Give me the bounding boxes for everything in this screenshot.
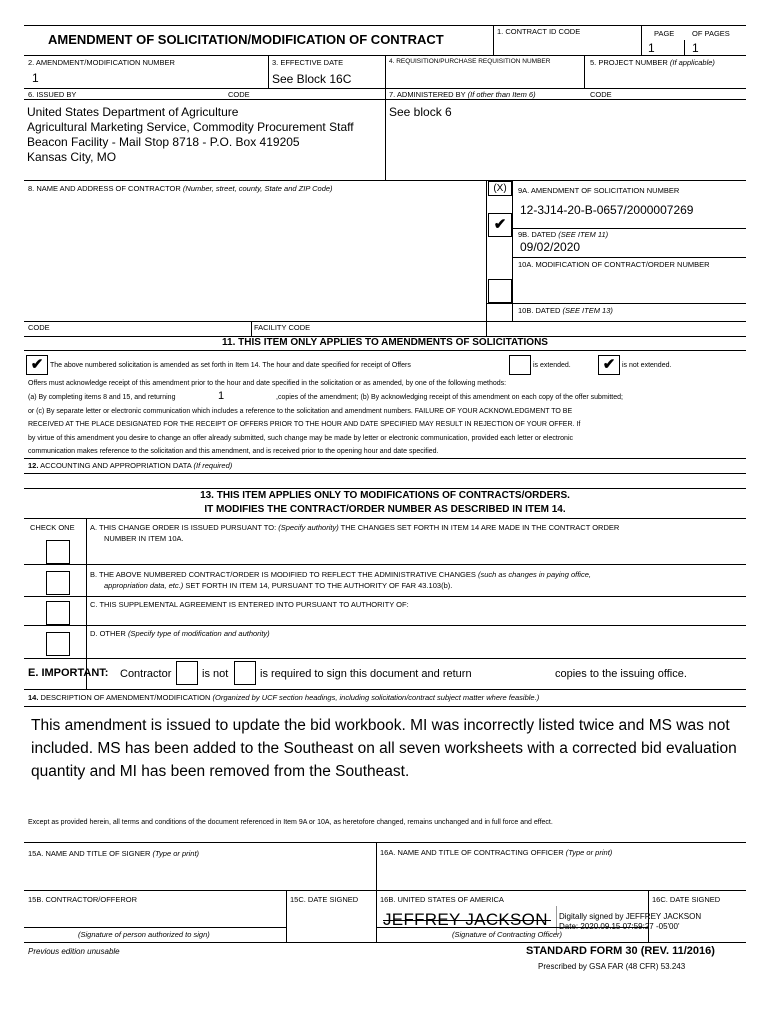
signature-line [376, 927, 648, 928]
facility-code-label: FACILITY CODE [254, 323, 311, 332]
page-value: 1 [648, 41, 655, 55]
dated-10b-label: 10B. DATED (SEE ITEM 13) [518, 306, 613, 315]
section-11-title: 11. THIS ITEM ONLY APPLIES TO AMENDMENTS OF SOLICITATIONS [222, 337, 548, 348]
rule [24, 596, 746, 597]
administered-code-label: CODE [590, 90, 612, 99]
issued-by-code-label: CODE [228, 90, 250, 99]
section-11-line-4: or (c) By separate letter or electronic communication which includes a reference to the solicitation and amendment numbers. FAILURE OF YOUR ACKNOWLEDGMENT TO BE [28, 408, 573, 415]
rule [268, 55, 269, 88]
project-number-label: 5. PROJECT NUMBER (If applicable) [590, 58, 715, 67]
amendment-solicitation-number-label: 9A. AMENDMENT OF SOLICITATION NUMBER [518, 186, 680, 195]
x-column-label: (X) [488, 181, 512, 196]
rule [512, 257, 746, 258]
option-d-text: D. OTHER (Specify type of modification and authority) [90, 629, 270, 638]
administered-by-label: 7. ADMINISTERED BY (If other than Item 6) [389, 90, 536, 99]
rule [24, 350, 746, 351]
issued-by-line-2: Agricultural Marketing Service, Commodity Procurement Staff [27, 120, 354, 134]
date-signed-16c-label: 16C. DATE SIGNED [652, 895, 721, 904]
rule [24, 942, 746, 943]
rule [684, 40, 685, 55]
issued-by-line-3: Beacon Facility - Mail Stop 8718 - P.O. Box 419205 [27, 135, 300, 149]
digital-signature-line-2: Date: 2020.09.15 07:59:27 -05'00' [559, 922, 680, 931]
effective-date-label: 3. EFFECTIVE DATE [272, 58, 344, 67]
rule [286, 890, 287, 942]
section-11-line-1: The above numbered solicitation is amended as set forth in Item 14. The hour and date specified for receipt of Offers [50, 362, 411, 369]
extended-label: is extended. [533, 362, 571, 369]
option-a-text-2: NUMBER IN ITEM 10A. [104, 534, 184, 543]
rule [512, 228, 746, 229]
signer-name: JEFFREY JACKSON [383, 910, 548, 929]
administered-by-value: See block 6 [389, 105, 452, 119]
united-states-label: 16B. UNITED STATES OF AMERICA [380, 895, 504, 904]
section-13-title-2: IT MODIFIES THE CONTRACT/ORDER NUMBER AS DESCRIBED IN ITEM 14. [204, 504, 566, 515]
rule [24, 518, 746, 519]
rule [24, 625, 746, 626]
checkbox-9-checked[interactable]: ✔ [488, 213, 512, 237]
section-13-title-1: 13. THIS ITEM APPLIES ONLY TO MODIFICATIONS OF CONTRACTS/ORDERS. [200, 490, 570, 501]
is-not-text: is not [202, 668, 229, 680]
rule [24, 564, 746, 565]
contract-id-label: 1. CONTRACT ID CODE [497, 27, 581, 36]
digital-signature-line-1: Digitally signed by JEFFREY JACKSON [559, 912, 702, 921]
option-c-text: C. THIS SUPPLEMENTAL AGREEMENT IS ENTERED INTO PURSUANT TO AUTHORITY OF: [90, 600, 409, 609]
rule [486, 303, 746, 304]
description-line-2: included. MS has been added to the Southeast on all seven worksheets with a corrected bid evaluation [31, 740, 737, 757]
effective-date-value: See Block 16C [272, 72, 352, 86]
rule [24, 458, 746, 459]
of-pages-label: OF PAGES [692, 29, 730, 38]
option-b-checkbox[interactable] [46, 571, 70, 595]
copies-text: copies to the issuing office. [555, 668, 687, 680]
description-label: 14. DESCRIPTION OF AMENDMENT/MODIFICATION (Organized by UCF section headings, including solicitation/contract subject matter where feasible.) [28, 693, 540, 702]
section-11-line-6: by virtue of this amendment you desire to change an offer already submitted, such change may be made by letter or electronic communication, provided each letter or electronic [28, 435, 573, 442]
section-11-line-3b: ,copies of the amendment; (b) By acknowledging receipt of this amendment on each copy of the offer submitted; [276, 394, 623, 401]
extended-checkbox[interactable] [509, 355, 531, 375]
description-line-3: quantity and MI has been removed from the Southeast. [31, 763, 410, 780]
rule [24, 842, 746, 843]
check-one-label: CHECK ONE [30, 523, 75, 532]
rule [641, 25, 642, 55]
is-required-checkbox[interactable] [234, 661, 256, 685]
checkbox-10[interactable] [488, 279, 512, 303]
page-label: PAGE [654, 29, 675, 38]
section-11-line-7: communication makes reference to the solicitation and this amendment, and is received prior to the opening hour and date specified. [28, 448, 439, 455]
contractor-text: Contractor [120, 668, 172, 680]
amendment-solicitation-number-value: 12-3J14-20-B-0657/2000007269 [520, 203, 694, 217]
rule [24, 689, 746, 690]
not-extended-label: is not extended. [622, 362, 672, 369]
accounting-label: 12. ACCOUNTING AND APPROPRIATION DATA (If required) [28, 461, 233, 470]
rule [385, 55, 386, 180]
contractor-offeror-label: 15B. CONTRACTOR/OFFEROR [28, 895, 138, 904]
issued-by-label: 6. ISSUED BY [28, 90, 77, 99]
is-required-text: is required to sign this document and return [260, 668, 472, 680]
rule [24, 706, 746, 707]
contracting-officer-label: 16A. NAME AND TITLE OF CONTRACTING OFFICER (Type or print) [380, 848, 613, 857]
rule [584, 55, 585, 88]
section-11-line-3a: (a) By completing items 8 and 15, and returning [28, 394, 176, 401]
rule [24, 658, 746, 659]
section-11-line-5: RECEIVED AT THE PLACE DESIGNATED FOR THE RECEIPT OF OFFERS PRIOR TO THE HOUR AND DATE SPECIFIED MAY RESULT IN REJECTION OF YOUR OFFER. If [28, 421, 581, 428]
rule [512, 180, 513, 321]
signer-name-label: 15A. NAME AND TITLE OF SIGNER (Type or print) [28, 849, 200, 858]
not-extended-checkbox[interactable]: ✔ [598, 355, 620, 375]
issued-by-line-1: United States Department of Agriculture [27, 105, 239, 119]
form-name: STANDARD FORM 30 (REV. 11/2016) [526, 945, 715, 957]
rule [24, 180, 746, 181]
contractor-label: 8. NAME AND ADDRESS OF CONTRACTOR (Number, street, county, State and ZIP Code) [28, 184, 333, 193]
option-c-checkbox[interactable] [46, 601, 70, 625]
amendment-number-value: 1 [32, 71, 39, 85]
option-d-checkbox[interactable] [46, 632, 70, 656]
section-11-line-2: Offers must acknowledge receipt of this amendment prior to the hour and date specified in the solicitation or as amended, by one of the following methods: [28, 380, 507, 387]
rule [24, 890, 746, 891]
rule [251, 321, 252, 336]
description-line-1: This amendment is issued to update the bid workbook. MI was incorrectly listed twice and MS was not [31, 717, 730, 734]
requisition-label: 4. REQUISITION/PURCHASE REQUISITION NUMBER [389, 58, 551, 65]
rule [86, 518, 87, 689]
rule [24, 473, 746, 474]
except-text: Except as provided herein, all terms and conditions of the document referenced in Item 9A or 10A, as heretofore changed, remains unchanged and in full force and effect. [28, 819, 553, 826]
important-label: E. IMPORTANT: [28, 667, 109, 679]
signature-strike [383, 920, 551, 921]
amended-checkbox[interactable]: ✔ [26, 355, 48, 375]
of-pages-value: 1 [692, 41, 699, 55]
signature-line [24, 927, 286, 928]
option-a-text: A. THIS CHANGE ORDER IS ISSUED PURSUANT TO: (Specify authority) THE CHANGES SET FORTH IN ITEM 14 ARE MADE IN THE CONTRACT ORDER [90, 523, 620, 532]
is-not-checkbox[interactable] [176, 661, 198, 685]
rule [486, 180, 487, 336]
modification-number-label: 10A. MODIFICATION OF CONTRACT/ORDER NUMBER [518, 260, 710, 269]
issued-by-line-4: Kansas City, MO [27, 150, 117, 164]
rule [24, 488, 746, 489]
rule [24, 321, 746, 322]
option-a-checkbox[interactable] [46, 540, 70, 564]
rule [24, 25, 746, 26]
contractor-code-label: CODE [28, 323, 50, 332]
option-b-text: B. THE ABOVE NUMBERED CONTRACT/ORDER IS MODIFIED TO REFLECT THE ADMINISTRATIVE CHANGES (such as changes in paying office, [90, 570, 591, 579]
option-b-text-2: appropriation data, etc.) SET FORTH IN ITEM 14, PURSUANT TO THE AUTHORITY OF FAR 43.103(b). [104, 581, 453, 590]
dated-9b-value: 09/02/2020 [520, 240, 581, 254]
prescribed-by: Prescribed by GSA FAR (48 CFR) 53.243 [538, 962, 686, 971]
date-signed-15c-label: 15C. DATE SIGNED [290, 895, 359, 904]
amendment-number-label: 2. AMENDMENT/MODIFICATION NUMBER [28, 58, 175, 67]
rule [493, 25, 494, 55]
form-title: AMENDMENT OF SOLICITATION/MODIFICATION OF CONTRACT [48, 32, 444, 47]
copies-value: 1 [218, 390, 225, 402]
